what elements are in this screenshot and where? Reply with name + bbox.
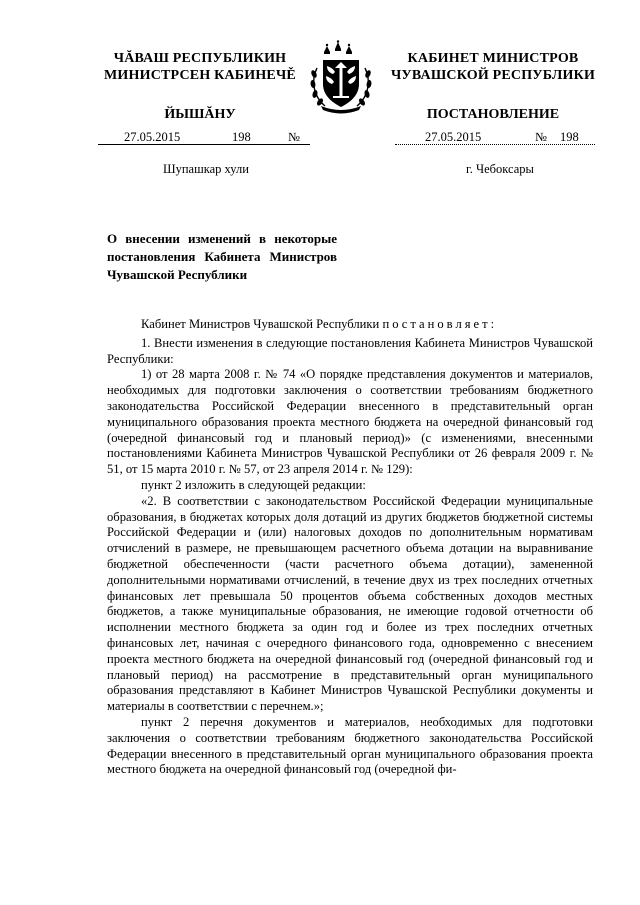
body-paragraph: 1. Внести изменения в следующие постановления Кабинета Министров Чувашской Республики: (107, 335, 593, 366)
reg-number-chuvash: 198 (232, 130, 251, 144)
reg-date-chuvash: 27.05.2015 (124, 130, 181, 144)
org-name-russian-line1: КАБИНЕТ МИНИСТРОВ (407, 51, 579, 66)
place-chuvash: Шупашкар хули (163, 162, 249, 176)
body-paragraph: пункт 2 перечня документов и материалов, необходимых для подготовки заключения о соответствии требованиям бюджетного законодательства Российской Федерации внесенного в представительный орган муниципального образования проекта местного бюджета на очередной финансовый год (очередной фи- (107, 714, 593, 777)
intro-prefix: Кабинет Министров Чувашской Республики (141, 317, 380, 331)
header-left-block (95, 50, 305, 123)
header-right-block (388, 50, 598, 123)
registration-line-chuvash (98, 130, 310, 145)
document-title: О внесении изменений в некоторые постановления Кабинета Министров Чувашской Республики (107, 231, 337, 282)
reg-number-russian: 198 (560, 130, 579, 144)
doc-type-russian: ПОСТАНОВЛЕНИЕ (426, 107, 560, 122)
intro-decree-word: постановляет: (382, 317, 498, 331)
coat-of-arms-icon (303, 40, 379, 116)
org-name-chuvash-line1: ЧĂВАШ РЕСПУБЛИКИН (113, 51, 287, 66)
body-paragraph: 1) от 28 марта 2008 г. № 74 «О порядке представления документов и материалов, необходимых для подготовки заключения о соответствии требованиям бюджетного законодательства Российской Федерации внесенного в представительный орган муниципального образования проекта местного бюджета на очередной финансовый год (очередной финансовый год и плановый период)» (с изменениями, внесенными постановлениями Кабинета Министров Чувашской Республики от 26 февраля 2009 г. № 51, от 15 марта 2010 г. № 57, от 23 апреля 2014 г. № 129): (107, 367, 593, 477)
intro-paragraph (107, 317, 593, 333)
place-russian: г. Чебоксары (466, 162, 534, 176)
body-paragraph: пункт 2 изложить в следующей редакции: (141, 477, 366, 492)
reg-number-sign-chuvash: № (288, 130, 300, 144)
reg-date-russian: 27.05.2015 (425, 130, 482, 144)
org-name-russian-line2: ЧУВАШСКОЙ РЕСПУБЛИКИ (390, 68, 596, 83)
body-paragraph: «2. В соответствии с законодательством Российской Федерации муниципальные образования, в бюджетах которых доля дотаций из других бюджетов бюджетной системы Российской Федерации и (или) налоговых доходов по дополнительным нормативам отчислений в размере, не превышающем расчетного объема дотации на выравнивание бюджетной обеспеченности (части расчетного объема дотации), замененной дополнительными нормативами отчислений, в течение двух из трех последних отчетных финансовых лет превышала 50 процентов объема собственных доходов местных бюджетов, а также муниципальные образования, не имеющие годовой отчетности об исполнении местного бюджета за один год и более из трех последних отчетных финансовых лет, начиная с очередного финансового года, одновременно с внесением проекта местного бюджета на очередной финансовый год (очередной финансовый год и плановый период) на рассмотрение в представительный орган муниципального образования представляют в Кабинет Министров Чувашской Республики документы и материалы в соответствии с перечнем.»; (107, 493, 593, 714)
doc-type-chuvash: ЙЫШĂНУ (164, 107, 236, 122)
org-name-chuvash-line2: МИНИСТРСЕН КАБИНЕЧĚ (104, 68, 296, 83)
document-body (107, 317, 593, 778)
registration-line-russian (395, 130, 595, 145)
reg-number-sign-russian: № (535, 130, 547, 144)
